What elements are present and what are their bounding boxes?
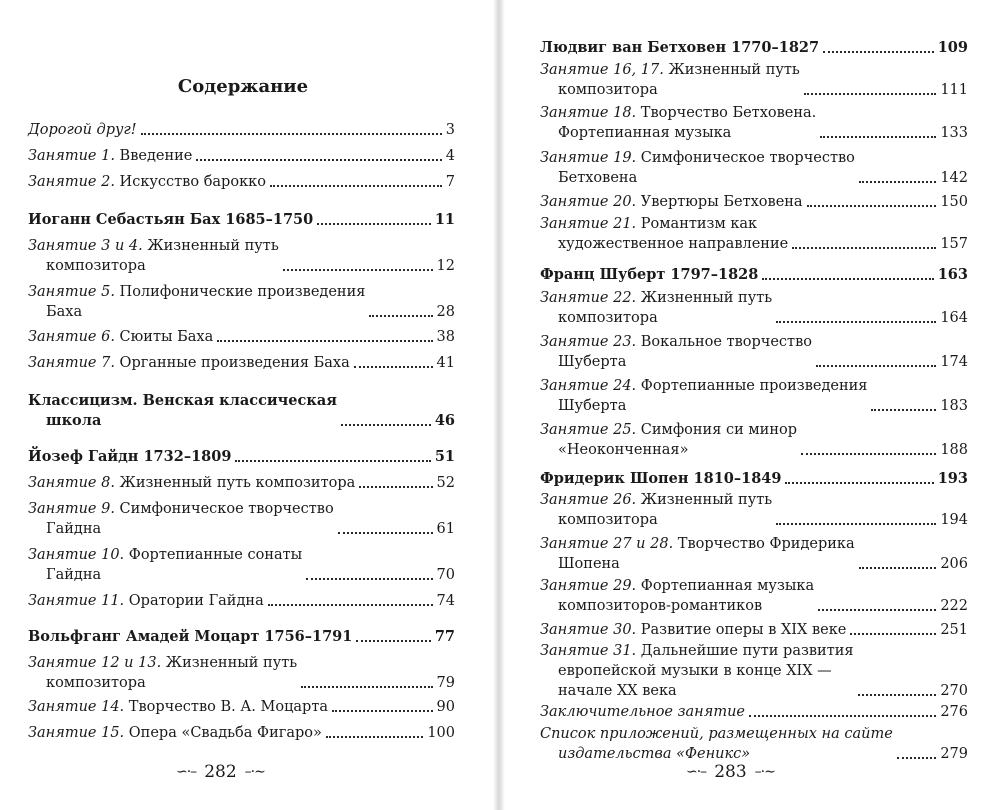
toc-entry: Занятие 6. Сюиты Баха 38 xyxy=(28,329,455,345)
toc-section-classicism: Классицизм. Венская классическая школа 46 xyxy=(28,392,455,429)
toc-entry: Занятие 10. Фортепианные сонаты Гайдна 70 xyxy=(28,547,455,583)
toc-entry: Занятие 8. Жизненный путь композитора 52 xyxy=(28,475,455,491)
toc-entry: Занятие 20. Увертюры Бетховена 150 xyxy=(540,194,968,210)
toc-entry: Занятие 21. Романтизм как художественное направление 157 xyxy=(540,216,968,252)
ornament-icon: ∽·– xyxy=(686,764,707,780)
toc-entry: Занятие 29. Фортепианная музыка композиторов-романтиков 222 xyxy=(540,578,968,614)
toc-entry: Занятие 27 и 28. Творчество Фридерика Шопена 206 xyxy=(540,536,968,572)
toc-entry: Занятие 26. Жизненный путь композитора 194 xyxy=(540,492,968,528)
toc-entry: Занятие 25. Симфония си минор «Неоконченная» 188 xyxy=(540,422,968,458)
toc-section-schubert: Франц Шуберт 1797–1828 163 xyxy=(540,266,968,283)
toc-entry: Занятие 3 и 4. Жизненный путь композитора 12 xyxy=(28,238,455,274)
toc-entry: Занятие 5. Полифонические произведения Баха 28 xyxy=(28,284,455,320)
folio-number: 283 xyxy=(714,762,747,782)
toc-entry: Занятие 15. Опера «Свадьба Фигаро» 100 xyxy=(28,725,455,741)
toc-entry: Занятие 19. Симфоническое творчество Бетховена 142 xyxy=(540,150,968,186)
toc-section-mozart: Вольфганг Амадей Моцарт 1756–1791 77 xyxy=(28,628,455,645)
toc-section-beethoven: Людвиг ван Бетховен 1770–1827 109 xyxy=(540,39,968,56)
page-number-right xyxy=(686,762,775,782)
toc-entry: Занятие 11. Оратории Гайдна 74 xyxy=(28,593,455,609)
toc-entry: Занятие 24. Фортепианные произведения Шуберта 183 xyxy=(540,378,968,414)
folio-number: 282 xyxy=(204,762,237,782)
toc-section-haydn: Йозеф Гайдн 1732–1809 51 xyxy=(28,448,455,465)
toc-section-chopin: Фридерик Шопен 1810–1849 193 xyxy=(540,470,968,487)
toc-entry: Занятие 16, 17. Жизненный путь композитора 111 xyxy=(540,62,968,98)
ornament-icon: –·∼ xyxy=(244,764,265,780)
toc-entry: Занятие 2. Искусство барокко 7 xyxy=(28,174,455,190)
right-page xyxy=(500,0,1000,810)
toc-entry: Занятие 18. Творчество Бетховена. Фортепианная музыка 133 xyxy=(540,105,968,141)
ornament-icon: ∽·– xyxy=(176,764,197,780)
toc-entry: Занятие 7. Органные произведения Баха 41 xyxy=(28,355,455,371)
toc-entry-appendix: Список приложений, размещенных на сайте издательства «Феникс» 279 xyxy=(540,726,968,762)
toc-entry: Занятие 23. Вокальное творчество Шуберта 174 xyxy=(540,334,968,370)
toc-entry: Занятие 9. Симфоническое творчество Гайдна 61 xyxy=(28,501,455,537)
toc-entry-intro: Дорогой друг! 3 xyxy=(28,122,455,138)
toc-entry: Занятие 31. Дальнейшие пути развития европейской музыки в конце XIX — начале XX века 270 xyxy=(540,643,968,699)
toc-entry: Занятие 12 и 13. Жизненный путь композитора 79 xyxy=(28,655,455,691)
toc-entry: Занятие 1. Введение 4 xyxy=(28,148,455,164)
toc-entry: Занятие 30. Развитие оперы в XIX веке 251 xyxy=(540,622,968,638)
page-number-left xyxy=(176,762,265,782)
contents-title: Содержание xyxy=(177,76,309,97)
toc-entry: Занятие 14. Творчество В. А. Моцарта 90 xyxy=(28,699,455,715)
toc-entry: Занятие 22. Жизненный путь композитора 164 xyxy=(540,290,968,326)
ornament-icon: –·∼ xyxy=(754,764,775,780)
toc-section-bach: Иоганн Себастьян Бах 1685–1750 11 xyxy=(28,211,455,228)
toc-entry: Заключительное занятие 276 xyxy=(540,704,968,720)
left-page xyxy=(0,0,495,810)
